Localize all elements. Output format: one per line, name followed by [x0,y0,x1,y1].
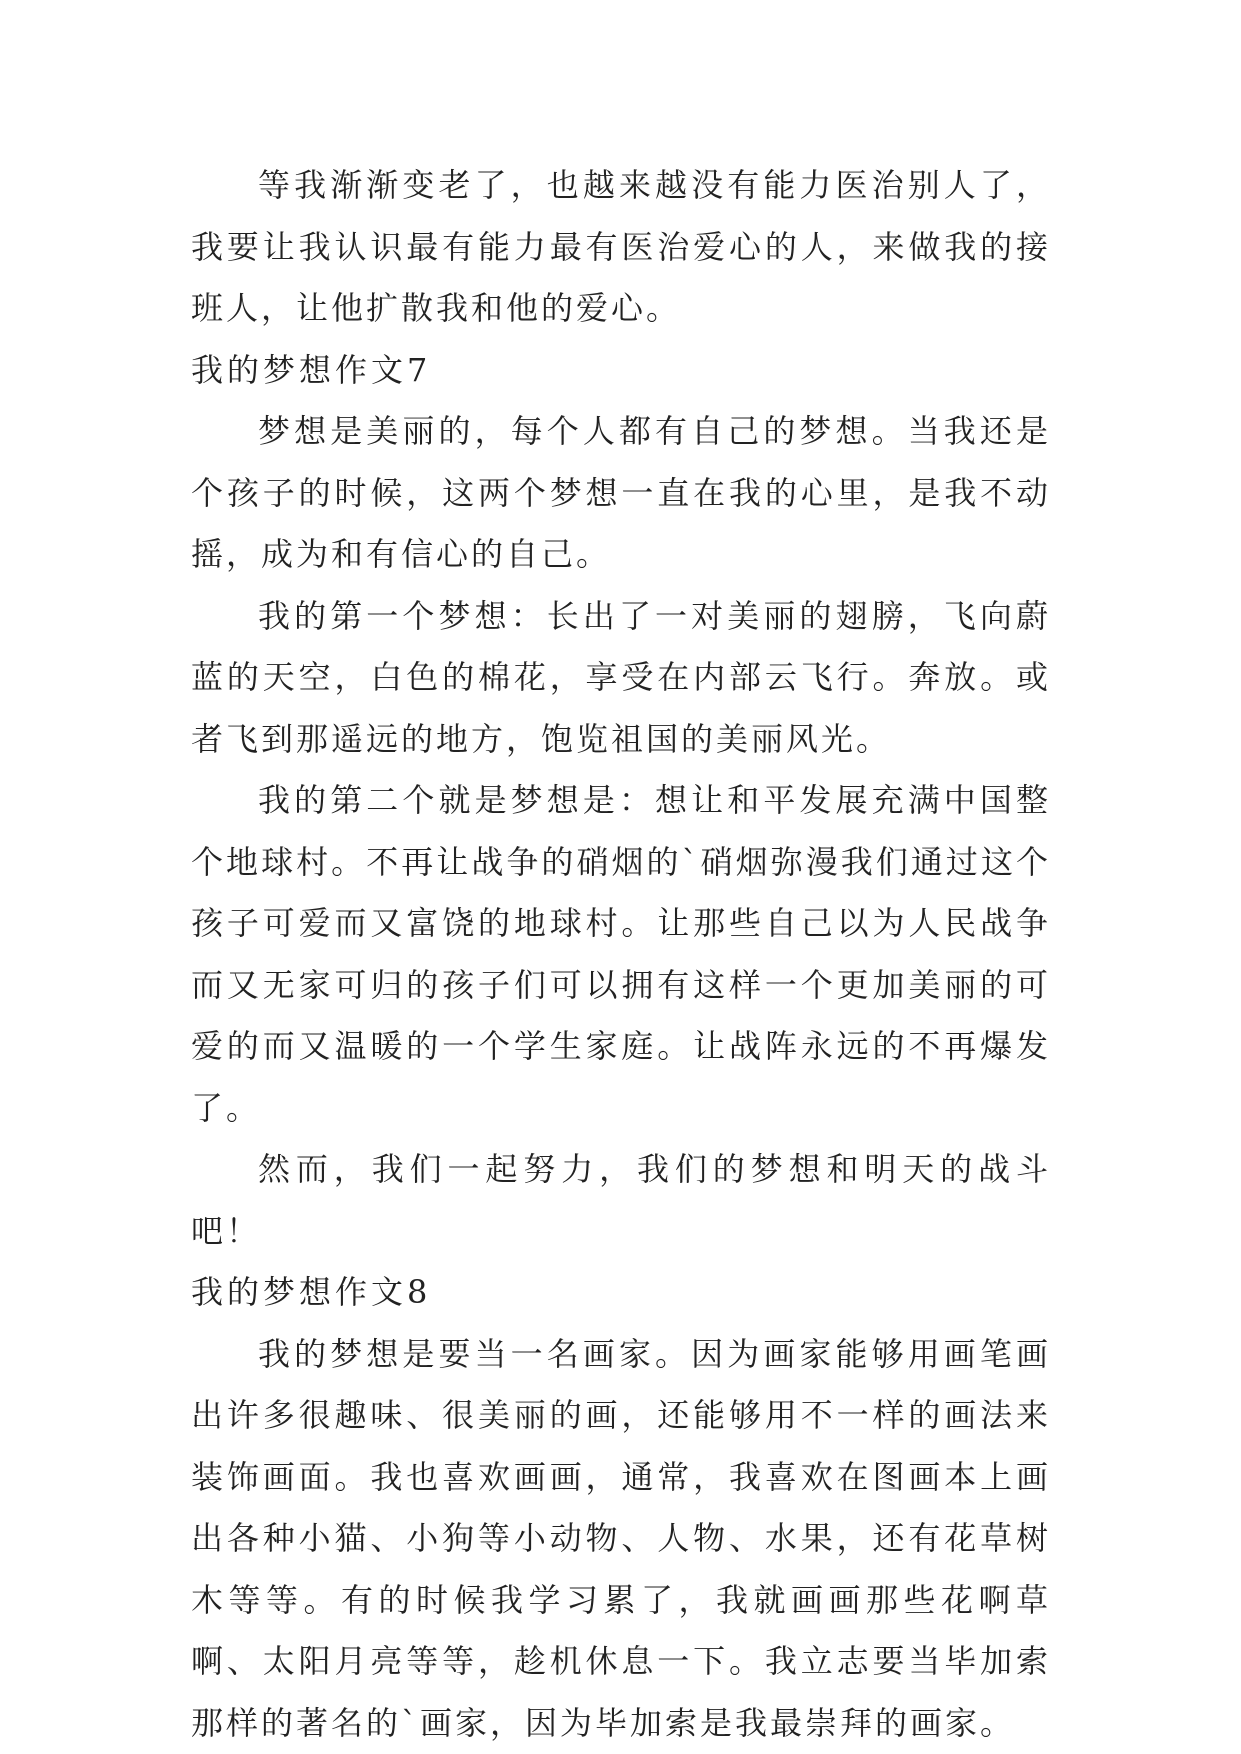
document-body [191,155,1051,1754]
paragraph: 我的第一个梦想：长出了一对美丽的翅膀，飞向蔚蓝的天空，白色的棉花，享受在内部云飞行。奔放。或者飞到那遥远的地方，饱览祖国的美丽风光。 [191,596,1051,758]
paragraph: 然而，我们一起努力，我们的梦想和明天的战斗吧！ [191,1150,1051,1250]
section-heading: 我的梦想作文7 [191,350,432,389]
section-heading: 我的梦想作文8 [191,1273,432,1311]
paragraph: 我的梦想是要当一名画家。因为画家能够用画笔画出许多很趣味、很美丽的画，还能够用不一样的画法来装饰画面。我也喜欢画画，通常，我喜欢在图画本上画出各种小猫、小狗等小动物、人物、水果，还有花草树木等等。有的时候我学习累了，我就画画那些花啊草啊、太阳月亮等等，趁机休息一下。我立志要当毕加索那样的著名的`画家，因为毕加索是我最崇拜的画家。 [191,1334,1051,1742]
paragraph: 我的第二个就是梦想是：想让和平发展充满中国整个地球村。不再让战争的硝烟的`硝烟弥漫我们通过这个孩子可爱而又富饶的地球村。让那些自己以为人民战争而又无家可归的孩子们可以拥有这样一个更加美丽的可爱的而又温暖的一个学生家庭。让战阵永远的不再爆发了。 [191,781,1051,1127]
paragraph: 梦想是美丽的，每个人都有自己的梦想。当我还是个孩子的时候，这两个梦想一直在我的心里，是我不动摇，成为和有信心的自己。 [191,412,1051,573]
paragraph: 等我渐渐变老了，也越来越没有能力医治别人了，我要让我认识最有能力最有医治爱心的人，来做我的接班人，让他扩散我和他的爱心。 [191,166,1051,327]
